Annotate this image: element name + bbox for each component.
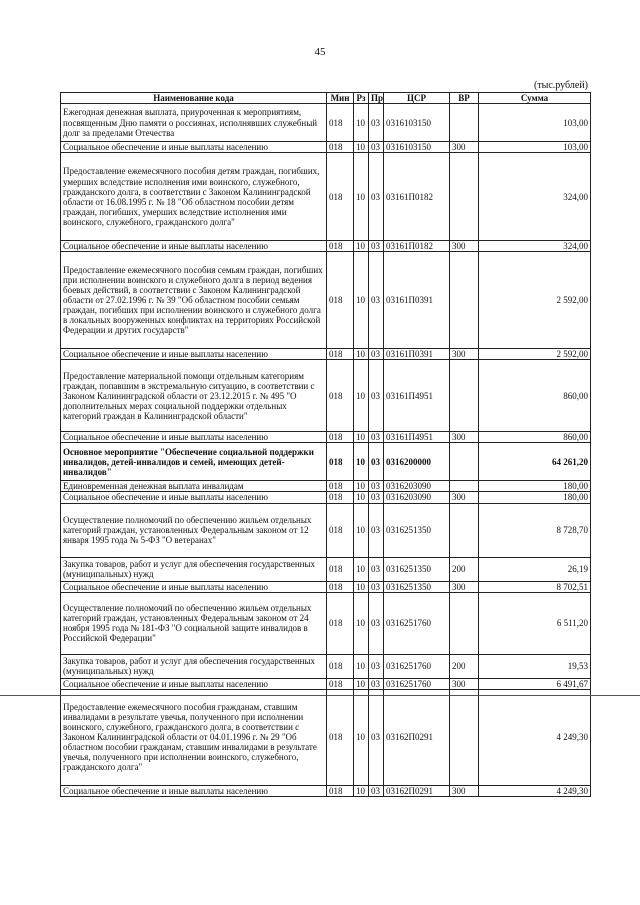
table-row (61, 360, 591, 432)
cell-csr: 0316203090 (384, 481, 450, 492)
table-row (61, 654, 591, 678)
cell-pr: 03 (369, 252, 384, 349)
table-row (61, 241, 591, 252)
cell-sum: 324,00 (479, 241, 591, 252)
cell-min: 018 (327, 581, 354, 592)
cell-pr: 03 (369, 785, 384, 796)
table-row (61, 592, 591, 654)
header-sum: Сумма (479, 93, 591, 104)
cell-rz: 10 (354, 678, 369, 689)
cell-sum: 860,00 (479, 360, 591, 432)
cell-sum: 103,00 (479, 142, 591, 153)
cell-name: Закупка товаров, работ и услуг для обеспечения государственных (муниципальных) нужд (61, 654, 327, 678)
cell-name: Осуществление полномочий по обеспечению жильем отдельных категорий граждан, установленных Федеральным законом от 12 января 1995 года № 5-ФЗ "О ветеранах" (61, 503, 327, 557)
cell-pr: 03 (369, 443, 384, 481)
cell-csr: 0316251350 (384, 503, 450, 557)
cell-pr: 03 (369, 481, 384, 492)
cell-csr: 03162П0291 (384, 689, 450, 785)
cell-csr: 03161П0182 (384, 241, 450, 252)
cell-name: Социальное обеспечение и иные выплаты населению (61, 581, 327, 592)
cell-pr: 03 (369, 349, 384, 360)
cell-vr: 300 (450, 581, 479, 592)
cell-sum: 2 592,00 (479, 349, 591, 360)
cell-vr: 300 (450, 492, 479, 503)
cell-rz: 10 (354, 104, 369, 142)
cell-min: 018 (327, 153, 354, 241)
cell-rz: 10 (354, 432, 369, 443)
cell-min: 018 (327, 241, 354, 252)
table-row (61, 581, 591, 592)
cell-name: Социальное обеспечение и иные выплаты населению (61, 492, 327, 503)
cell-name: Ежегодная денежная выплата, приуроченная к мероприятиям, посвященным Дню памяти о россиянах, исполнявших служебный долг за пределами Отечества (61, 104, 327, 142)
cell-min: 018 (327, 349, 354, 360)
cell-csr: 0316251350 (384, 557, 450, 581)
cell-pr: 03 (369, 678, 384, 689)
cell-csr: 0316251760 (384, 678, 450, 689)
cell-rz: 10 (354, 654, 369, 678)
cell-rz: 10 (354, 492, 369, 503)
cell-rz: 10 (354, 349, 369, 360)
cell-name: Закупка товаров, работ и услуг для обеспечения государственных (муниципальных) нужд (61, 557, 327, 581)
cell-sum: 6 511,20 (479, 592, 591, 654)
cell-min: 018 (327, 503, 354, 557)
cell-csr: 0316103150 (384, 104, 450, 142)
cell-pr: 03 (369, 104, 384, 142)
cell-min: 018 (327, 432, 354, 443)
cell-vr: 300 (450, 349, 479, 360)
cell-vr (450, 443, 479, 481)
cell-sum: 19,53 (479, 654, 591, 678)
header-csr: ЦСР (384, 93, 450, 104)
table-row (61, 104, 591, 142)
cell-sum: 860,00 (479, 432, 591, 443)
cell-sum: 180,00 (479, 481, 591, 492)
cell-vr: 300 (450, 785, 479, 796)
cell-csr: 0316251760 (384, 654, 450, 678)
cell-csr: 03161П0182 (384, 153, 450, 241)
cell-min: 018 (327, 104, 354, 142)
cell-vr (450, 592, 479, 654)
table-row (61, 443, 591, 481)
cell-pr: 03 (369, 492, 384, 503)
cell-min: 018 (327, 592, 354, 654)
cell-min: 018 (327, 443, 354, 481)
table-row (61, 678, 591, 689)
scan-artifact-line (0, 695, 640, 696)
cell-rz: 10 (354, 252, 369, 349)
cell-pr: 03 (369, 689, 384, 785)
cell-min: 018 (327, 252, 354, 349)
cell-pr: 03 (369, 241, 384, 252)
cell-sum: 26,19 (479, 557, 591, 581)
table-row (61, 349, 591, 360)
cell-sum: 8 728,70 (479, 503, 591, 557)
cell-name: Предоставление ежемесячного пособия гражданам, ставшим инвалидами в результате увечья, полученного при исполнении воинского, служебного, гражданского долга, в соответствии с Законом Калининградской области от 04.01.1996 г. № 29 "Об областном пособии гражданам, ставшим инвалидами в результате увечья, полученного при исполнении воинского, служебного, гражданского долга" (61, 689, 327, 785)
cell-pr: 03 (369, 557, 384, 581)
table-header-row (61, 93, 591, 104)
cell-sum: 324,00 (479, 153, 591, 241)
cell-name: Осуществление полномочий по обеспечению жильем отдельных категорий граждан, установленных Федеральным законом от 24 ноября 1995 года № 181-ФЗ "О социальной защите инвалидов в Российской Федерации" (61, 592, 327, 654)
cell-vr (450, 481, 479, 492)
cell-pr: 03 (369, 654, 384, 678)
cell-csr: 0316251760 (384, 592, 450, 654)
header-name: Наименование кода (61, 93, 327, 104)
cell-min: 018 (327, 492, 354, 503)
table-row (61, 689, 591, 785)
table-row (61, 503, 591, 557)
table-row (61, 492, 591, 503)
table-body (61, 104, 591, 797)
cell-sum: 4 249,30 (479, 689, 591, 785)
cell-csr: 03161П0391 (384, 349, 450, 360)
cell-pr: 03 (369, 153, 384, 241)
cell-csr: 03161П4951 (384, 360, 450, 432)
cell-vr: 300 (450, 432, 479, 443)
cell-csr: 0316203090 (384, 492, 450, 503)
cell-name: Социальное обеспечение и иные выплаты населению (61, 241, 327, 252)
cell-vr (450, 360, 479, 432)
cell-vr: 200 (450, 654, 479, 678)
cell-rz: 10 (354, 557, 369, 581)
cell-name: Предоставление ежемесячного пособия семьям граждан, погибших при исполнении воинского и служебного долга в период ведения боевых действий, в соответствии с Законом Калининградской области от 27.02.1996 г. № 39 "Об областном пособии семьям граждан, погибших при исполнении воинского и служебного долга в локальных вооруженных конфликтах на территориях Российской Федерации и других государств" (61, 252, 327, 349)
cell-csr: 0316103150 (384, 142, 450, 153)
cell-sum: 6 491,67 (479, 678, 591, 689)
cell-vr (450, 503, 479, 557)
cell-name: Социальное обеспечение и иные выплаты населению (61, 785, 327, 796)
cell-sum: 8 702,51 (479, 581, 591, 592)
cell-sum: 64 261,20 (479, 443, 591, 481)
table-row (61, 153, 591, 241)
cell-name: Социальное обеспечение и иные выплаты населению (61, 678, 327, 689)
cell-rz: 10 (354, 503, 369, 557)
cell-min: 018 (327, 142, 354, 153)
cell-rz: 10 (354, 241, 369, 252)
cell-name: Основное мероприятие "Обеспечение социальной поддержки инвалидов, детей-инвалидов и семей, имеющих детей-инвалидов" (61, 443, 327, 481)
header-vr: ВР (450, 93, 479, 104)
cell-name: Социальное обеспечение и иные выплаты населению (61, 349, 327, 360)
cell-min: 018 (327, 481, 354, 492)
header-min: Мин (327, 93, 354, 104)
cell-csr: 03161П0391 (384, 252, 450, 349)
cell-sum: 2 592,00 (479, 252, 591, 349)
table-row (61, 557, 591, 581)
cell-min: 018 (327, 360, 354, 432)
cell-rz: 10 (354, 785, 369, 796)
cell-name: Единовременная денежная выплата инвалидам (61, 481, 327, 492)
cell-csr: 0316251350 (384, 581, 450, 592)
cell-min: 018 (327, 654, 354, 678)
cell-min: 018 (327, 557, 354, 581)
header-pr: Пр (369, 93, 384, 104)
cell-min: 018 (327, 689, 354, 785)
cell-vr: 200 (450, 557, 479, 581)
table-row (61, 432, 591, 443)
table-row (61, 481, 591, 492)
cell-csr: 0316200000 (384, 443, 450, 481)
cell-pr: 03 (369, 503, 384, 557)
table-row (61, 252, 591, 349)
cell-rz: 10 (354, 443, 369, 481)
header-rz: Рз (354, 93, 369, 104)
cell-min: 018 (327, 785, 354, 796)
cell-pr: 03 (369, 142, 384, 153)
cell-vr (450, 252, 479, 349)
budget-table (60, 92, 591, 797)
cell-rz: 10 (354, 481, 369, 492)
cell-name: Предоставление ежемесячного пособия детям граждан, погибших, умерших вследствие исполнения ими воинского, служебного, гражданского долга, в соответствии с Законом Калининградской области от 16.08.1995 г. № 18 "Об областном пособии детям граждан, погибших, умерших вследствие исполнения ими воинского, служебного, гражданского долга" (61, 153, 327, 241)
cell-name: Социальное обеспечение и иные выплаты населению (61, 142, 327, 153)
cell-rz: 10 (354, 360, 369, 432)
cell-vr: 300 (450, 142, 479, 153)
cell-pr: 03 (369, 592, 384, 654)
cell-sum: 103,00 (479, 104, 591, 142)
cell-min: 018 (327, 678, 354, 689)
cell-sum: 4 249,30 (479, 785, 591, 796)
cell-csr: 03162П0291 (384, 785, 450, 796)
cell-pr: 03 (369, 432, 384, 443)
cell-pr: 03 (369, 581, 384, 592)
cell-sum: 180,00 (479, 492, 591, 503)
cell-rz: 10 (354, 592, 369, 654)
page-number: 45 (314, 46, 326, 58)
table-row (61, 142, 591, 153)
cell-name: Предоставление материальной помощи отдельным категориям граждан, попавшим в экстремальную ситуацию, в соответствии с Законом Калининградской области от 23.12.2015 г. № 495 "О дополнительных мерах социальной поддержки отдельных категорий граждан в Калининградской области" (61, 360, 327, 432)
cell-vr (450, 689, 479, 785)
cell-vr (450, 153, 479, 241)
cell-rz: 10 (354, 142, 369, 153)
cell-csr: 03161П4951 (384, 432, 450, 443)
cell-vr: 300 (450, 678, 479, 689)
units-label: (тыс.рублей) (533, 80, 588, 91)
cell-pr: 03 (369, 360, 384, 432)
cell-rz: 10 (354, 689, 369, 785)
cell-rz: 10 (354, 581, 369, 592)
cell-rz: 10 (354, 153, 369, 241)
cell-name: Социальное обеспечение и иные выплаты населению (61, 432, 327, 443)
cell-vr: 300 (450, 241, 479, 252)
cell-vr (450, 104, 479, 142)
table-row (61, 785, 591, 796)
